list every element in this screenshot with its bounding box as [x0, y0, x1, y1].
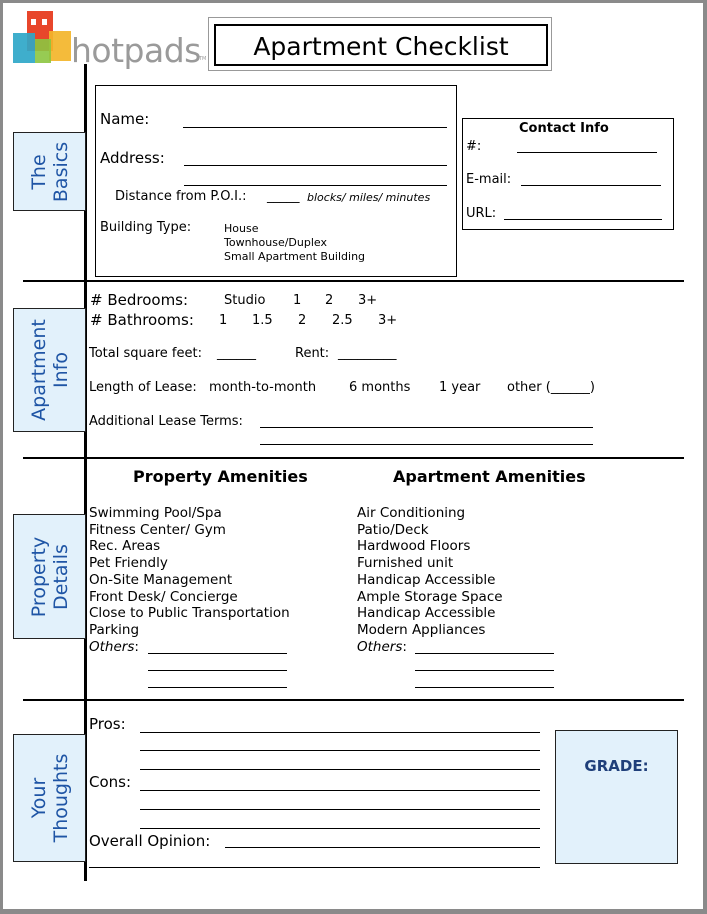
additional-terms-field-1[interactable]: [260, 427, 593, 428]
address-label: Address:: [100, 149, 165, 167]
list-item[interactable]: Handicap Accessible: [357, 572, 496, 588]
property-others-label: Others:: [89, 639, 139, 655]
apartment-others-label: Others:: [357, 639, 407, 655]
property-others-field-3[interactable]: [148, 687, 287, 688]
grade-label: GRADE:: [584, 757, 649, 775]
overall-opinion-label: Overall Opinion:: [89, 832, 211, 850]
name-field[interactable]: [183, 127, 447, 128]
pros-field-2[interactable]: [140, 750, 540, 751]
list-item[interactable]: Fitness Center/ Gym: [89, 522, 226, 538]
rent-label: Rent:: [295, 346, 330, 361]
contact-title: Contact Info: [519, 121, 609, 136]
building-type-label: Building Type:: [100, 220, 192, 235]
distance-units: blocks/ miles/ minutes: [307, 191, 431, 204]
phone-field[interactable]: [517, 152, 657, 153]
list-item[interactable]: Swimming Pool/Spa: [89, 505, 222, 521]
list-item[interactable]: Close to Public Transportation: [89, 605, 290, 621]
logo-text: hotpads: [71, 31, 201, 70]
name-label: Name:: [100, 110, 150, 128]
rent-field[interactable]: _________: [338, 346, 397, 361]
lease-option[interactable]: 6 months: [349, 380, 411, 395]
sqft-field[interactable]: ______: [217, 346, 256, 361]
url-label: URL:: [466, 206, 497, 221]
pros-field-3[interactable]: [140, 769, 540, 770]
list-item[interactable]: Hardwood Floors: [357, 538, 471, 554]
page-title: Apartment Checklist: [253, 32, 509, 61]
apartment-others-field-2[interactable]: [415, 670, 554, 671]
bedroom-option[interactable]: 2: [325, 293, 334, 308]
list-item[interactable]: Parking: [89, 622, 140, 638]
additional-terms-field-2[interactable]: [260, 444, 593, 445]
bedroom-option[interactable]: Studio: [224, 293, 266, 308]
cons-label: Cons:: [89, 773, 132, 791]
divider-2: [23, 457, 684, 459]
apartment-amenities-heading: Apartment Amenities: [393, 467, 586, 486]
email-label: E-mail:: [466, 172, 512, 187]
url-field[interactable]: [504, 219, 662, 220]
pros-field-1[interactable]: [140, 732, 540, 733]
title-box: [214, 24, 548, 66]
divider-1: [23, 280, 684, 282]
phone-label: #:: [466, 139, 482, 154]
building-type-option[interactable]: Small Apartment Building: [224, 250, 366, 263]
bedroom-option[interactable]: 3+: [358, 293, 378, 308]
lease-option[interactable]: month-to-month: [209, 380, 317, 395]
list-item[interactable]: Furnished unit: [357, 555, 454, 571]
bathroom-option[interactable]: 2.5: [332, 313, 353, 328]
list-item[interactable]: Rec. Areas: [89, 538, 161, 554]
list-item[interactable]: On-Site Management: [89, 572, 233, 588]
pros-label: Pros:: [89, 715, 126, 733]
bedrooms-label: # Bedrooms:: [90, 291, 189, 309]
lease-option[interactable]: 1 year: [439, 380, 481, 395]
section-label-thoughts: Your Thoughts: [13, 734, 86, 862]
list-item[interactable]: Patio/Deck: [357, 522, 429, 538]
cons-field-2[interactable]: [140, 809, 540, 810]
hotpads-logo: [9, 9, 209, 69]
bathrooms-label: # Bathrooms:: [90, 311, 194, 329]
list-item[interactable]: Air Conditioning: [357, 505, 466, 521]
lease-label: Length of Lease:: [89, 380, 197, 395]
property-others-field-2[interactable]: [148, 670, 287, 671]
cons-field-3[interactable]: [140, 828, 540, 829]
overall-opinion-field-1[interactable]: [225, 847, 540, 848]
property-amenities-heading: Property Amenities: [133, 467, 308, 486]
section-label-apartment: Apartment Info: [13, 308, 86, 432]
list-item[interactable]: Ample Storage Space: [357, 589, 503, 605]
cons-field-1[interactable]: [140, 790, 540, 791]
address-field-1[interactable]: [184, 165, 447, 166]
divider-3: [23, 699, 684, 701]
apartment-others-field-3[interactable]: [415, 687, 554, 688]
building-type-option[interactable]: House: [224, 222, 259, 235]
section-label-property: Property Details: [13, 514, 86, 639]
list-item[interactable]: Handicap Accessible: [357, 605, 496, 621]
checklist-page: [3, 3, 703, 909]
logo-tm: TM: [199, 56, 207, 62]
bathroom-option[interactable]: 2: [298, 313, 307, 328]
additional-terms-label: Additional Lease Terms:: [89, 414, 243, 429]
distance-field[interactable]: _____: [267, 189, 300, 204]
lease-option[interactable]: other (______): [507, 380, 595, 395]
bathroom-option[interactable]: 3+: [378, 313, 398, 328]
list-item[interactable]: Modern Appliances: [357, 622, 486, 638]
hotpads-logo-icon: [9, 9, 73, 67]
overall-opinion-field-2[interactable]: [89, 867, 540, 868]
distance-label: Distance from P.O.I.:: [115, 189, 247, 204]
list-item[interactable]: Pet Friendly: [89, 555, 168, 571]
address-field-2[interactable]: [184, 185, 447, 186]
building-type-option[interactable]: Townhouse/Duplex: [224, 236, 327, 249]
list-item[interactable]: Front Desk/ Concierge: [89, 589, 238, 605]
bedroom-option[interactable]: 1: [293, 293, 302, 308]
bathroom-option[interactable]: 1.5: [252, 313, 273, 328]
property-others-field-1[interactable]: [148, 653, 287, 654]
bathroom-option[interactable]: 1: [219, 313, 228, 328]
grade-box[interactable]: [555, 730, 678, 864]
section-label-basics: The Basics: [13, 132, 86, 211]
sqft-label: Total square feet:: [89, 346, 202, 361]
email-field[interactable]: [521, 185, 661, 186]
apartment-others-field-1[interactable]: [415, 653, 554, 654]
